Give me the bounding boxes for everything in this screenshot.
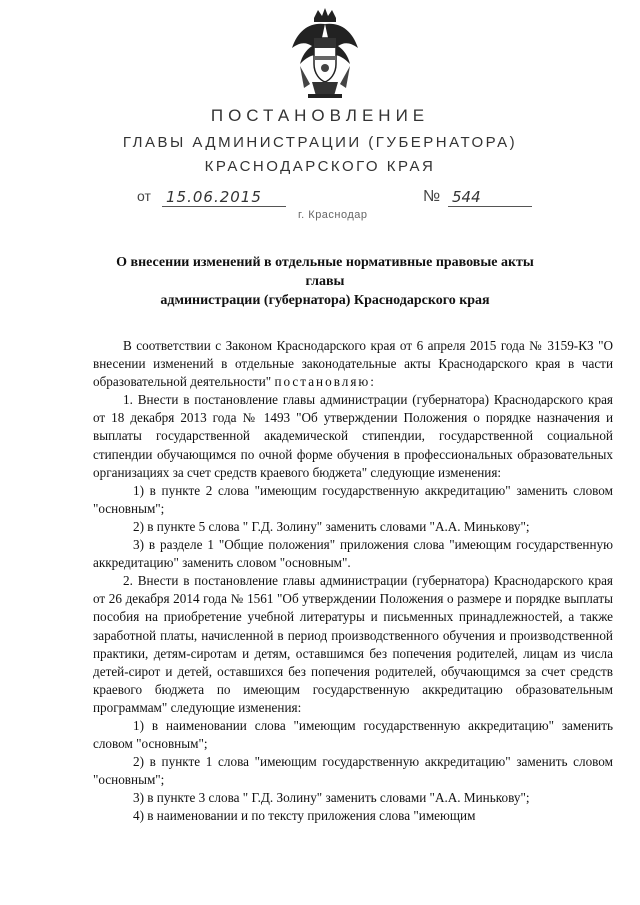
paragraph-subitem-2-2: 2) в пункте 1 слова "имеющим государственную аккредитацию" заменить словом "основным"; bbox=[93, 754, 613, 788]
paragraph-subitem-1-1: 1) в пункте 2 слова "имеющим государственную аккредитацию" заменить словом "основным"; bbox=[93, 482, 613, 516]
document-number: 544 bbox=[448, 188, 532, 207]
paragraph-item-2: 2. Внести в постановление главы администрации (губернатора) Краснодарского края от 26 декабря 2014 года № 1561 "Об утверждении Положения о размере и порядке выплаты пособия на приобретение учебной литературы и письменных принадлежностей, а также заработной платы, начисленной в период производственного обучения и производственной практики, детям-сиротам и детям, оставшимся без попечения родителей, лицам из числа детей-сирот и детей, оставшихся без попечения родителей, обучающимся за счет средств краевого бюджета по имеющим государственную аккредитацию образовательным программам" следующие изменения: bbox=[93, 573, 613, 715]
authority-heading: ГЛАВЫ АДМИНИСТРАЦИИ (ГУБЕРНАТОРА) bbox=[122, 134, 518, 151]
paragraph-subitem-2-1: 1) в наименовании слова "имеющим государственную аккредитацию" заменить словом "основным"; bbox=[93, 717, 613, 752]
resolve-keyword: постановляю: bbox=[274, 374, 376, 390]
document-type-heading: ПОСТАНОВЛЕНИЕ bbox=[210, 106, 430, 125]
paragraph-subitem-2-4: 4) в наименовании и по тексту приложения слова "имеющим bbox=[133, 808, 476, 824]
date-prefix: от bbox=[137, 188, 151, 204]
preamble-text: В соответствии с Законом Краснодарского края от 6 апреля 2015 года № 3159-КЗ "О внесении изменений в отдельные законодательные акты Краснодарского края в части образовательной деятельности" bbox=[93, 338, 613, 390]
document-date: 15.06.2015 bbox=[162, 188, 286, 207]
paragraph-subitem-2-3: 3) в пункте 3 слова " Г.Д. Золину" заменить словами "А.А. Минькову"; bbox=[133, 790, 530, 806]
city-label: г. Краснодар bbox=[298, 209, 368, 221]
coat-of-arms-emblem bbox=[290, 8, 360, 100]
title-line-2: администрации (губернатора) Краснодарского края bbox=[160, 293, 490, 308]
document-body bbox=[93, 337, 613, 826]
paragraph-item-1: 1. Внести в постановление главы администрации (губернатора) Краснодарского края от 18 декабря 2013 года № 1493 "Об утверждении Положения о порядке назначения и выплаты государственной академической стипендии, государственной социальной стипендии обучающимся по очной форме обучения в профессиональных образовательных организациях за счет средств краевого бюджета" следующие изменения: bbox=[93, 392, 613, 480]
title-line-1: О внесении изменений в отдельные нормативные правовые акты главы bbox=[116, 255, 534, 289]
region-heading: КРАСНОДАРСКОГО КРАЯ bbox=[204, 158, 436, 175]
paragraph-preamble bbox=[93, 337, 613, 391]
paragraph-subitem-1-3: 3) в разделе 1 "Общие положения" приложения слова "имеющим государственную аккредитацию" заменить словом "основным". bbox=[93, 537, 613, 571]
paragraph-subitem-1-2: 2) в пункте 5 слова " Г.Д. Золину" заменить словами "А.А. Минькову"; bbox=[133, 518, 530, 534]
document-title bbox=[95, 253, 555, 310]
number-sign: № bbox=[423, 188, 441, 205]
